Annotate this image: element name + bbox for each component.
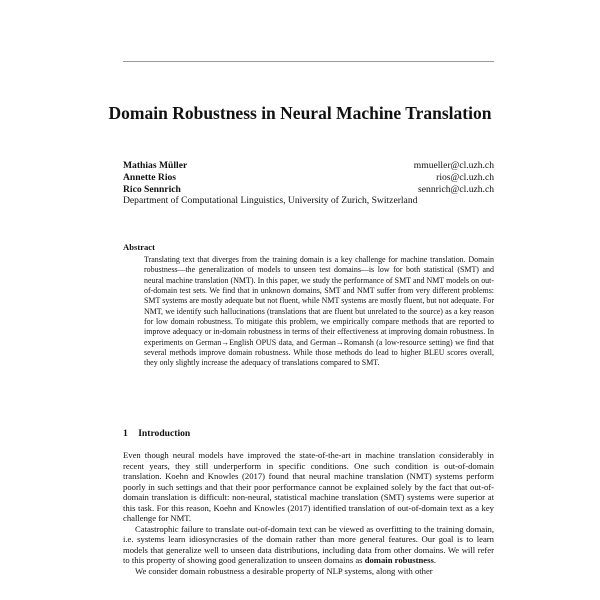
- author-email: sennrich@cl.uzh.ch: [418, 183, 494, 195]
- affiliation: Department of Computational Linguistics, University of Zurich, Switzerland: [123, 195, 418, 207]
- paragraph: Even though neural models have improved the state-of-the-art in machine translation considerably in recent years, they still underperform in specific conditions. One such condition is out-of-domain translation. Koehn and Knowles (2017) found that neural machine translation (NMT) systems perform poorly in such settings and that their poor performance cannot be explained solely by the fact that out-of-domain translation is difficult: non-neural, statistical machine translation (SMT) systems were superior at this task. For this reason, Koehn and Knowles (2017) identified translation of out-of-domain text as a key challenge for NMT.: [123, 450, 494, 524]
- emphasized-term: domain robustness: [364, 555, 434, 566]
- author-block: [123, 160, 494, 207]
- abstract-text: Translating text that diverges from the training domain is a key challenge for machine translation. Domain robustness—the generalization of models to unseen test domains—is low for both statistical (SMT) and neural machine translation (NMT). In this paper, we study the performance of SMT and NMT models on out-of-domain test sets. We find that in unknown domains, SMT and NMT suffer from very different problems: SMT systems are mostly adequate but not fluent, while NMT systems are mostly fluent, but not adequate. For NMT, we identify such hallucinations (translations that are fluent but unrelated to the source) as a key reason for low domain robustness. To mitigate this problem, we empirically compare methods that are reported to improve adequacy or in-domain robustness in terms of their effectiveness at improving domain robustness. In experiments on German→English OPUS data, and German→Romansh (a low-resource setting) we find that several methods improve domain robustness. While those methods do lead to higher BLEU scores overall, they only slightly increase the adequacy of translations compared to SMT.: [144, 255, 494, 368]
- paper-title: Domain Robustness in Neural Machine Translation: [108, 103, 492, 123]
- abstract-heading: Abstract: [123, 242, 155, 252]
- paragraph-end: .: [433, 555, 436, 566]
- author-email: rios@cl.uzh.ch: [436, 171, 494, 183]
- paragraph: [123, 524, 494, 566]
- paragraph-text: Catastrophic failure to translate out-of-domain text can be viewed as overfitting to the training domain, i.e. systems learn idiosyncrasies of the domain rather than more general features. Our goal is to learn models that generalize well to unseen data distributions, including data from other domains. We will refer to this property of showing good generalization to unseen domains as: [123, 523, 494, 566]
- paragraph: We consider domain robustness a desirable property of NLP systems, along with other: [135, 566, 433, 577]
- section-heading: [123, 428, 190, 439]
- author-name: Mathias Müller: [123, 160, 188, 171]
- author-name: Annette Rios: [123, 171, 177, 183]
- author-email: mmueller@cl.uzh.ch: [413, 160, 494, 171]
- section-number: 1: [123, 428, 128, 439]
- introduction-body: [123, 450, 494, 577]
- author-row: [123, 172, 494, 184]
- top-rule: [123, 61, 494, 62]
- author-name: Rico Sennrich: [123, 183, 181, 195]
- section-title: Introduction: [138, 428, 191, 439]
- author-row: [123, 160, 494, 172]
- author-row: [123, 184, 494, 196]
